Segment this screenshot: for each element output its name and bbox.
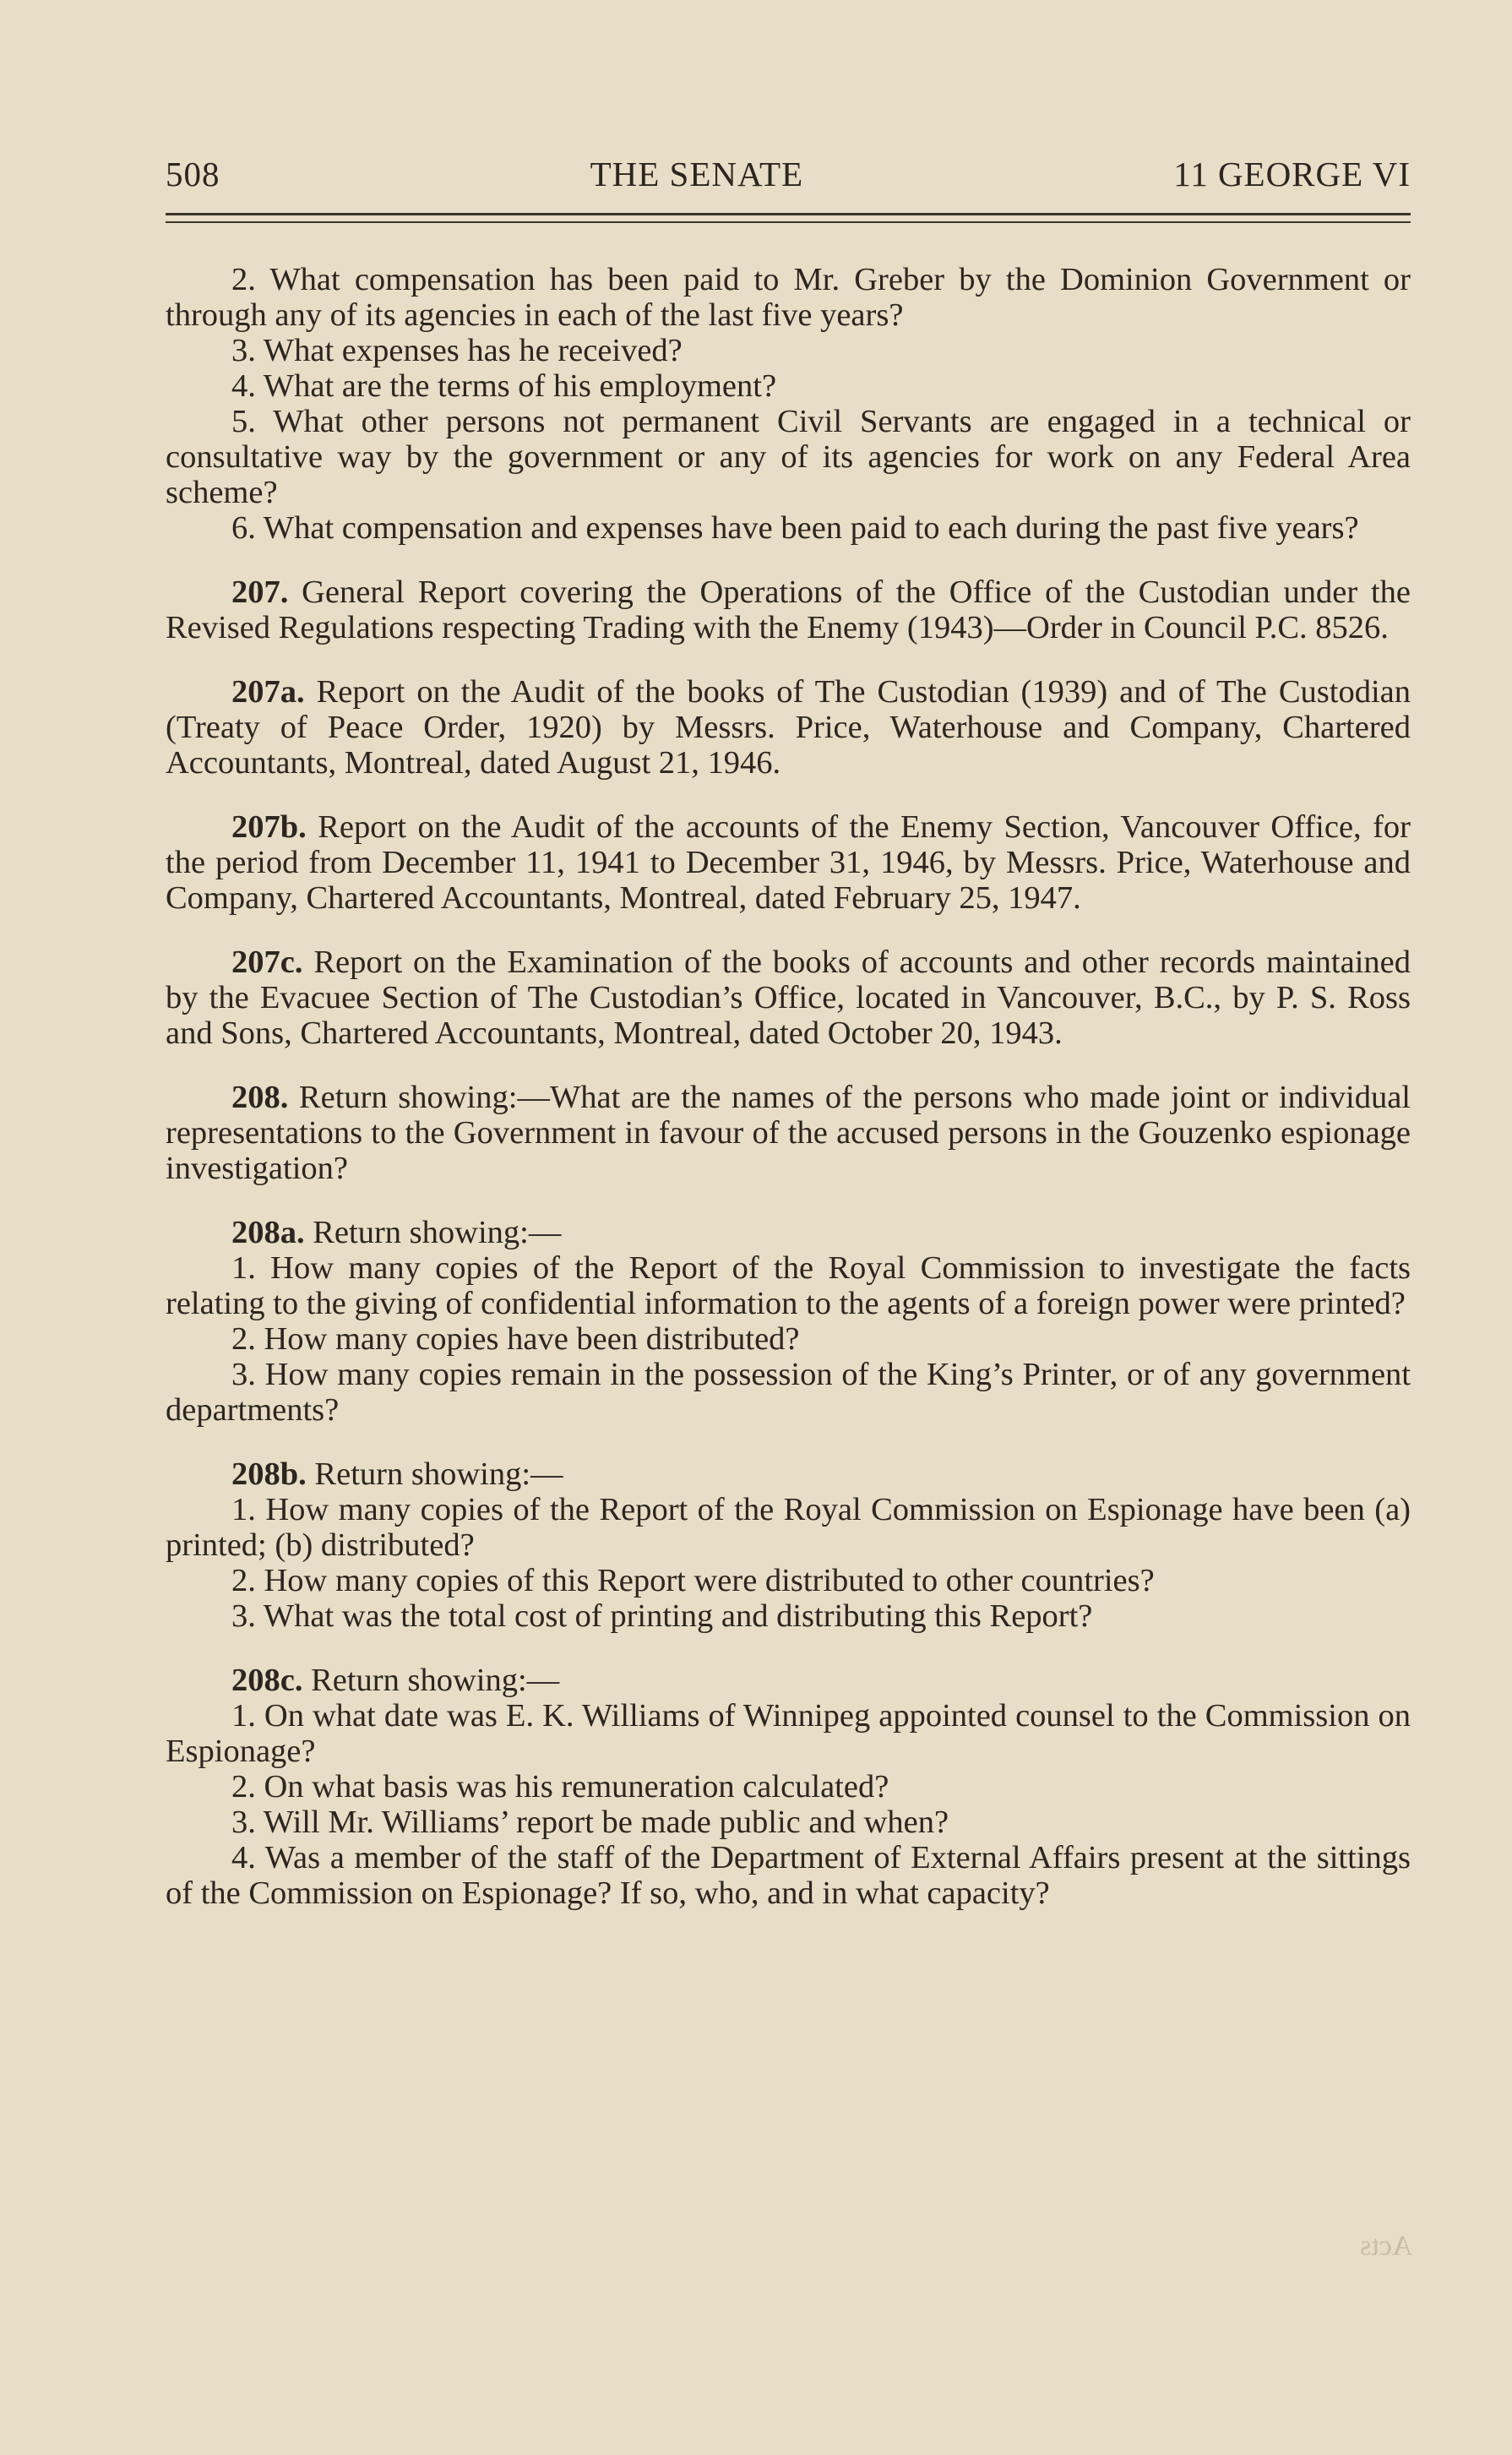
entry-item: 2. How many copies of this Report were distributed to other countries?: [231, 1563, 1155, 1598]
page-header: [166, 154, 1411, 194]
entry-text: General Report covering the Operations of the Office of the Custodian under the Revised Regulations respecting Trading with the Enemy (1943)—Order in Council P.C. 8526.: [166, 574, 1411, 645]
reign-label: 11 GEORGE VI: [1173, 155, 1411, 193]
entry-text: Report on the Examination of the books of accounts and other records maintained by the Evacuee Section of The Custodian’s Office, located in Vancouver, B.C., by P. S. Ross and Sons, Chartered Accountants, Montreal, dated October 20, 1943.: [166, 944, 1411, 1051]
question-paragraph: 3. What expenses has he received?: [231, 333, 683, 368]
page-body: [166, 262, 1411, 1911]
entry-208c: [166, 1663, 1411, 1698]
entry-number: 207c.: [231, 944, 303, 980]
entry-text: Report on the Audit of the books of The Custodian (1939) and of The Custodian (Treaty of Peace Order, 1920) by Messrs. Price, Waterhouse and Company, Chartered Accountants, Montreal, dated August 21, 1946.: [166, 674, 1411, 781]
question-paragraph: 5. What other persons not permanent Civil Servants are engaged in a technical or consultative way by the government or any of its agencies for work on any Federal Area scheme?: [166, 404, 1411, 510]
entry-item: 1. On what date was E. K. Williams of Winnipeg appointed counsel to the Commission on Espionage?: [166, 1698, 1411, 1769]
entry-207b: [166, 809, 1411, 916]
entry-text: Return showing:—: [306, 1456, 563, 1492]
entry-item: 3. How many copies remain in the possession of the King’s Printer, or of any government departments?: [166, 1357, 1411, 1428]
entry-208: [166, 1080, 1411, 1186]
entry-208a: [166, 1215, 1411, 1250]
entry-text: Return showing:—: [302, 1663, 560, 1698]
entry-text: Report on the Audit of the accounts of the Enemy Section, Vancouver Office, for the period from December 11, 1941 to December 31, 1946, by Messrs. Price, Waterhouse and Company, Chartered Accountants, Montreal, dated February 25, 1947.: [166, 809, 1411, 916]
entry-number: 208b.: [231, 1456, 307, 1492]
entry-number: 207.: [231, 574, 289, 610]
entry-208b: [166, 1456, 1411, 1492]
entry-207c: [166, 944, 1411, 1051]
entry-item: 2. How many copies have been distributed?: [231, 1321, 800, 1357]
entry-207: [166, 574, 1411, 645]
entry-item: 2. On what basis was his remuneration calculated?: [231, 1769, 889, 1805]
entry-item: 1. How many copies of the Report of the Royal Commission on Espionage have been (a) printed; (b) distributed?: [166, 1492, 1411, 1563]
entry-number: 207b.: [231, 809, 307, 845]
page-number: 508: [166, 155, 220, 193]
entry-number: 207a.: [231, 674, 305, 710]
entry-item: 4. Was a member of the staff of the Department of External Affairs present at the sittings of the Commission on Espionage? If so, who, and in what capacity?: [166, 1840, 1411, 1911]
entry-text: Return showing:—What are the names of the persons who made joint or individual representations to the Government in favour of the accused persons in the Gouzenko espionage investigation?: [166, 1080, 1411, 1186]
page-title: THE SENATE: [590, 155, 804, 193]
question-paragraph: 6. What compensation and expenses have been paid to each during the past five years?: [231, 510, 1359, 546]
entry-item: 3. Will Mr. Williams’ report be made public and when?: [231, 1805, 949, 1840]
question-paragraph: 2. What compensation has been paid to Mr. Greber by the Dominion Government or through any of its agencies in each of the last five years?: [166, 262, 1411, 333]
entry-number: 208a.: [231, 1215, 305, 1250]
bleed-through-text: Acts: [1359, 2230, 1412, 2262]
entry-item: 1. How many copies of the Report of the Royal Commission to investigate the facts relating to the giving of confidential information to the agents of a foreign power were printed?: [166, 1250, 1411, 1321]
entry-text: Return showing:—: [304, 1215, 562, 1250]
question-paragraph: 4. What are the terms of his employment?: [231, 368, 777, 404]
entry-number: 208c.: [231, 1663, 303, 1698]
entry-207a: [166, 674, 1411, 781]
header-double-rule: [166, 213, 1411, 223]
entry-item: 3. What was the total cost of printing and distributing this Report?: [231, 1598, 1093, 1634]
entry-number: 208.: [231, 1080, 289, 1115]
